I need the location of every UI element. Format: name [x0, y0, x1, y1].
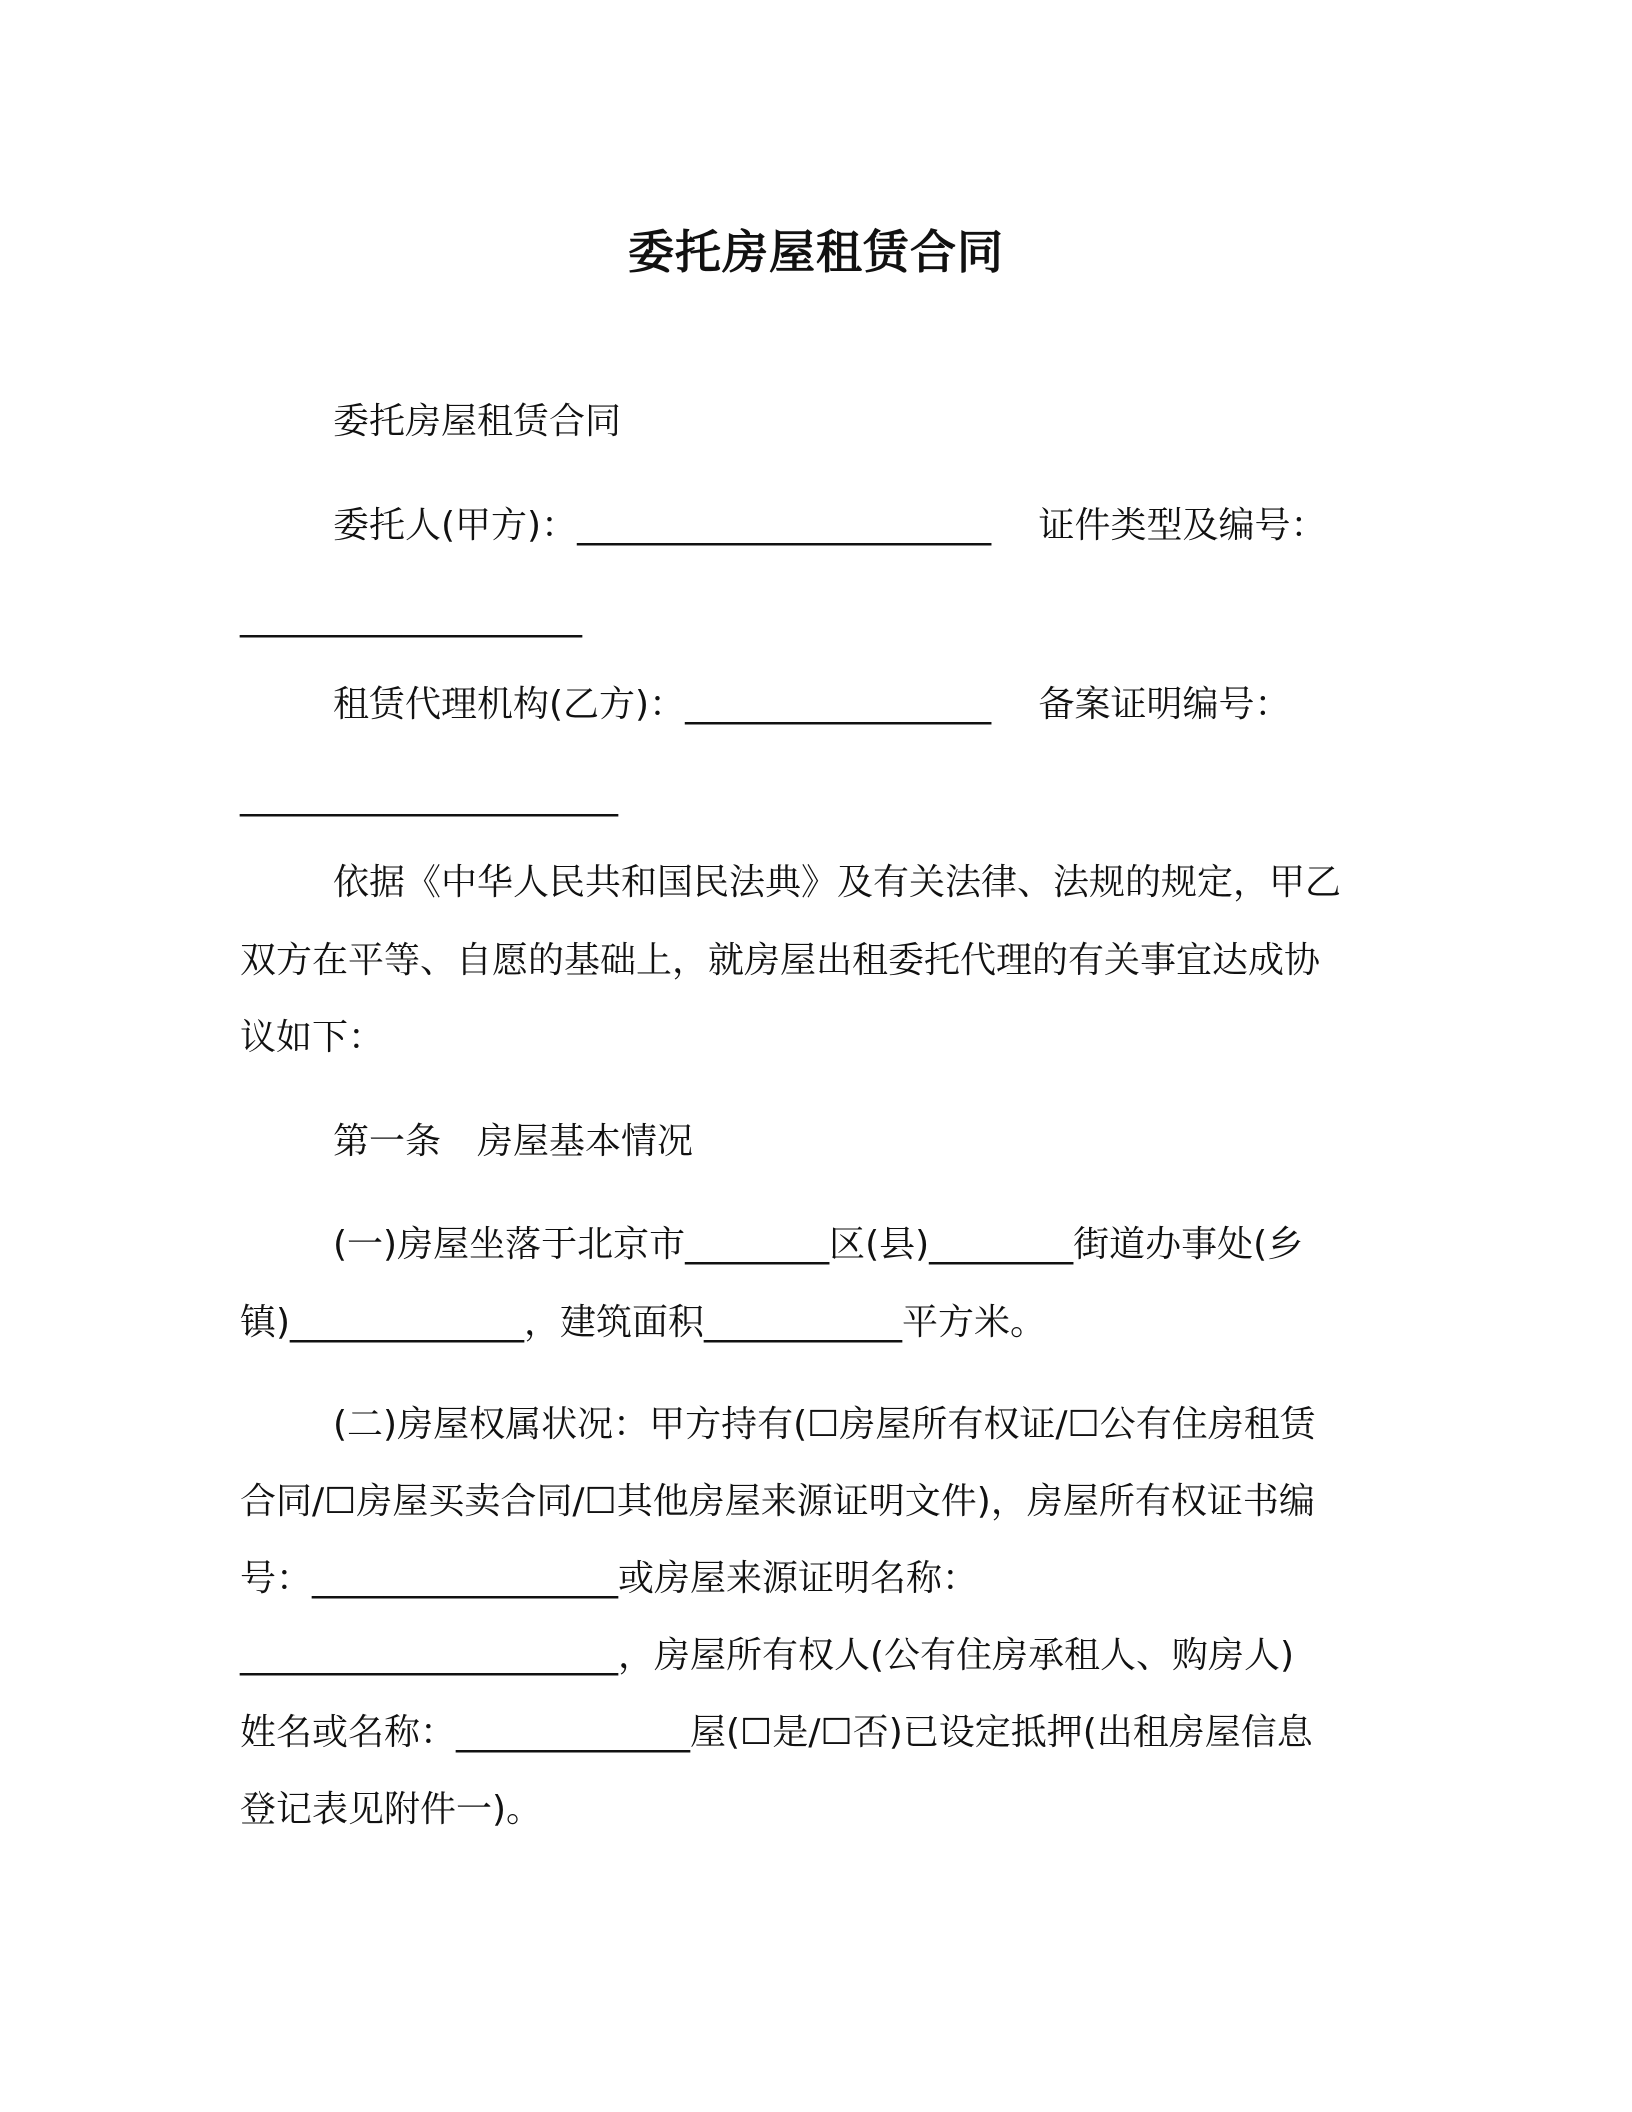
article-1-heading: 第一条 房屋基本情况 [333, 1121, 694, 1162]
clause-2-line-1: (二)房屋权属状况：甲方持有(☐房屋所有权证/☐公有住房租赁 [333, 1404, 1316, 1445]
clause-2-line-5: 姓名或名称：_____________屋(☐是/☐否)已设定抵押(出租房屋信息 [240, 1712, 1313, 1753]
filing-number-blank-line: _____________________ [240, 776, 618, 817]
clause-2-line-3: 号：_________________或房屋来源证明名称： [240, 1558, 979, 1599]
clause-2-line-4: _____________________，房屋所有权人(公有住房承租人、购房人) [240, 1635, 1295, 1676]
clause-2-line-2: 合同/☐房屋买卖合同/☐其他房屋来源证明文件)，房屋所有权证书编 [240, 1481, 1315, 1522]
clause-1-line-1: (一)房屋坐落于北京市________区(县)________街道办事处(乡 [333, 1224, 1304, 1265]
document-title: 委托房屋租赁合同 [628, 225, 1004, 279]
clause-2-line-6: 登记表见附件一)。 [240, 1789, 543, 1830]
id-number-blank-line: ___________________ [240, 597, 582, 638]
agency-line: 租赁代理机构(乙方)：_________________ 备案证明编号： [333, 684, 1291, 725]
preamble-line-3: 议如下： [240, 1017, 385, 1058]
principal-line: 委托人(甲方)：_______________________ 证件类型及编号： [333, 505, 1327, 546]
subtitle-line: 委托房屋租赁合同 [333, 401, 622, 442]
clause-1-line-2: 镇)_____________，建筑面积___________平方米。 [240, 1302, 1047, 1343]
preamble-line-2: 双方在平等、自愿的基础上，就房屋出租委托代理的有关事宜达成协 [240, 940, 1321, 981]
preamble-line-1: 依据《中华人民共和国民法典》及有关法律、法规的规定，甲乙 [333, 862, 1342, 903]
